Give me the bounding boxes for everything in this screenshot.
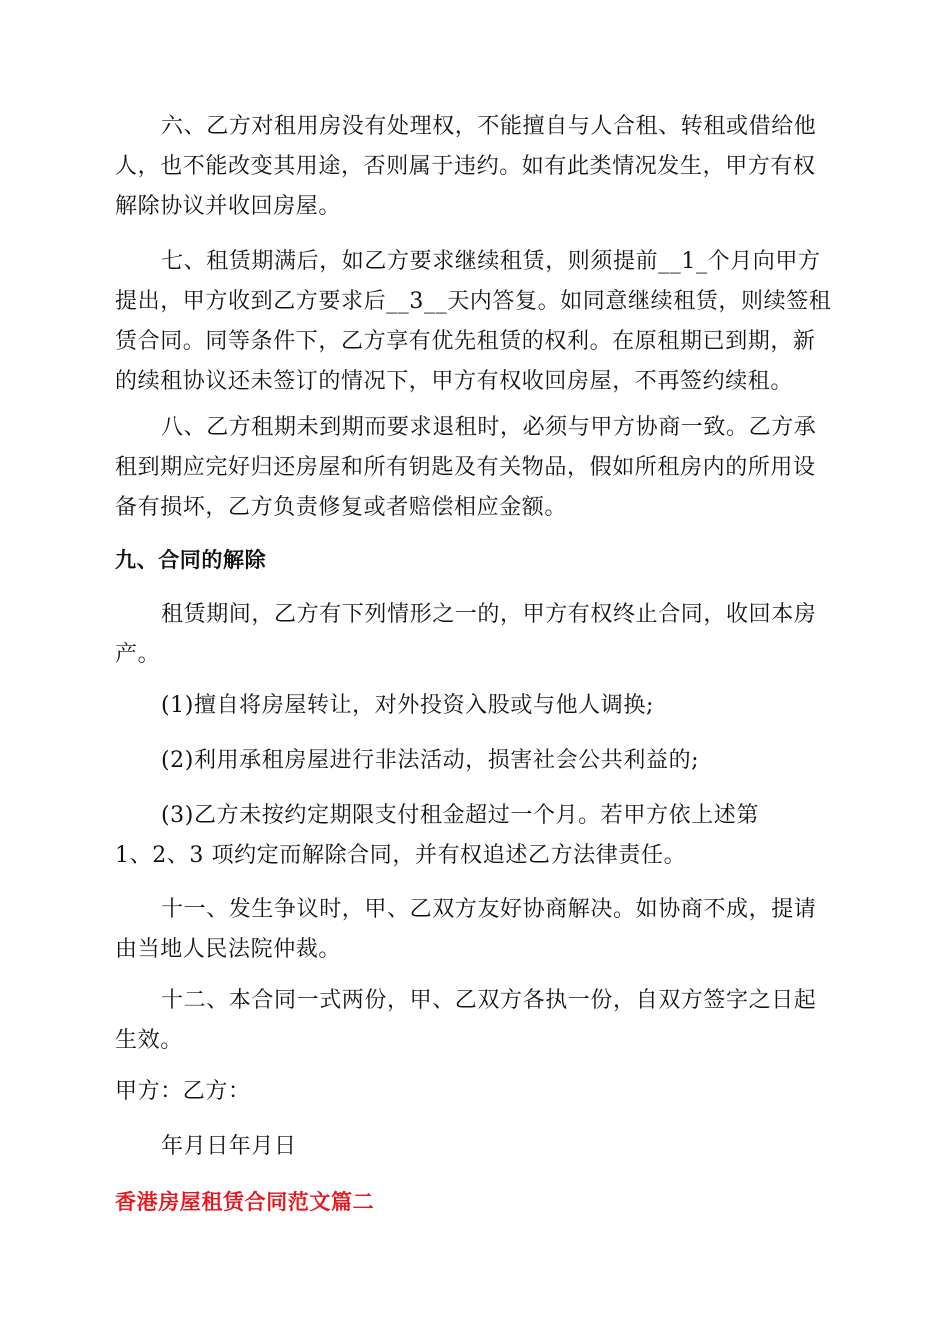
termination-item-2: (2)利用承租房屋进行非法活动，损害社会公共利益的; <box>161 748 700 773</box>
termination-item-3-line-1: (3)乙方未按约定期限支付租金超过一个月。若甲方依上述第 <box>161 803 759 828</box>
date-line: 年月日年月日 <box>161 1134 297 1159</box>
signature-line: 甲方：乙方： <box>115 1079 251 1104</box>
clause-12-paragraph: 十二、本合同一式两份，甲、乙双方各执一份，自双方签字之日起生效。 <box>115 988 817 1053</box>
clause-8-paragraph: 八、乙方租期未到期而要求退租时，必须与甲方协商一致。乙方承租到期应完好归还房屋和所有钥匙及有关物品，假如所租房内的所用设备有损坏，乙方负责修复或者赔偿相应金额。 <box>115 415 817 520</box>
clause-7-paragraph: 七、租赁期满后，如乙方要求继续租赁，则须提前__1_个月向甲方提出，甲方收到乙方要求后__3__天内答复。如同意继续租赁，则续签租赁合同。同等条件下，乙方享有优先租赁的权利。在原租期已到期，新的续租协议还未签订的情况下，甲方有权收回房屋，不再签约续租。 <box>115 249 832 394</box>
termination-item-3-line-2: 1、2、3 项约定而解除合同，并有权追述乙方法律责任。 <box>115 843 687 868</box>
clause-6-paragraph: 六、乙方对租用房没有处理权，不能擅自与人合租、转租或借给他人，也不能改变其用途，否则属于违约。如有此类情况发生，甲方有权解除协议并收回房屋。 <box>115 114 817 219</box>
clause-11-paragraph: 十一、发生争议时，甲、乙双方友好协商解决。如协商不成，提请由当地人民法院仲裁。 <box>115 897 817 962</box>
next-section-title: 香港房屋租赁合同范文篇二 <box>115 1190 375 1214</box>
section-9-intro-paragraph: 租赁期间，乙方有下列情形之一的，甲方有权终止合同，收回本房产。 <box>115 602 817 667</box>
section-9-heading: 九、合同的解除 <box>115 548 267 572</box>
termination-item-1: (1)擅自将房屋转让，对外投资入股或与他人调换; <box>161 693 654 718</box>
